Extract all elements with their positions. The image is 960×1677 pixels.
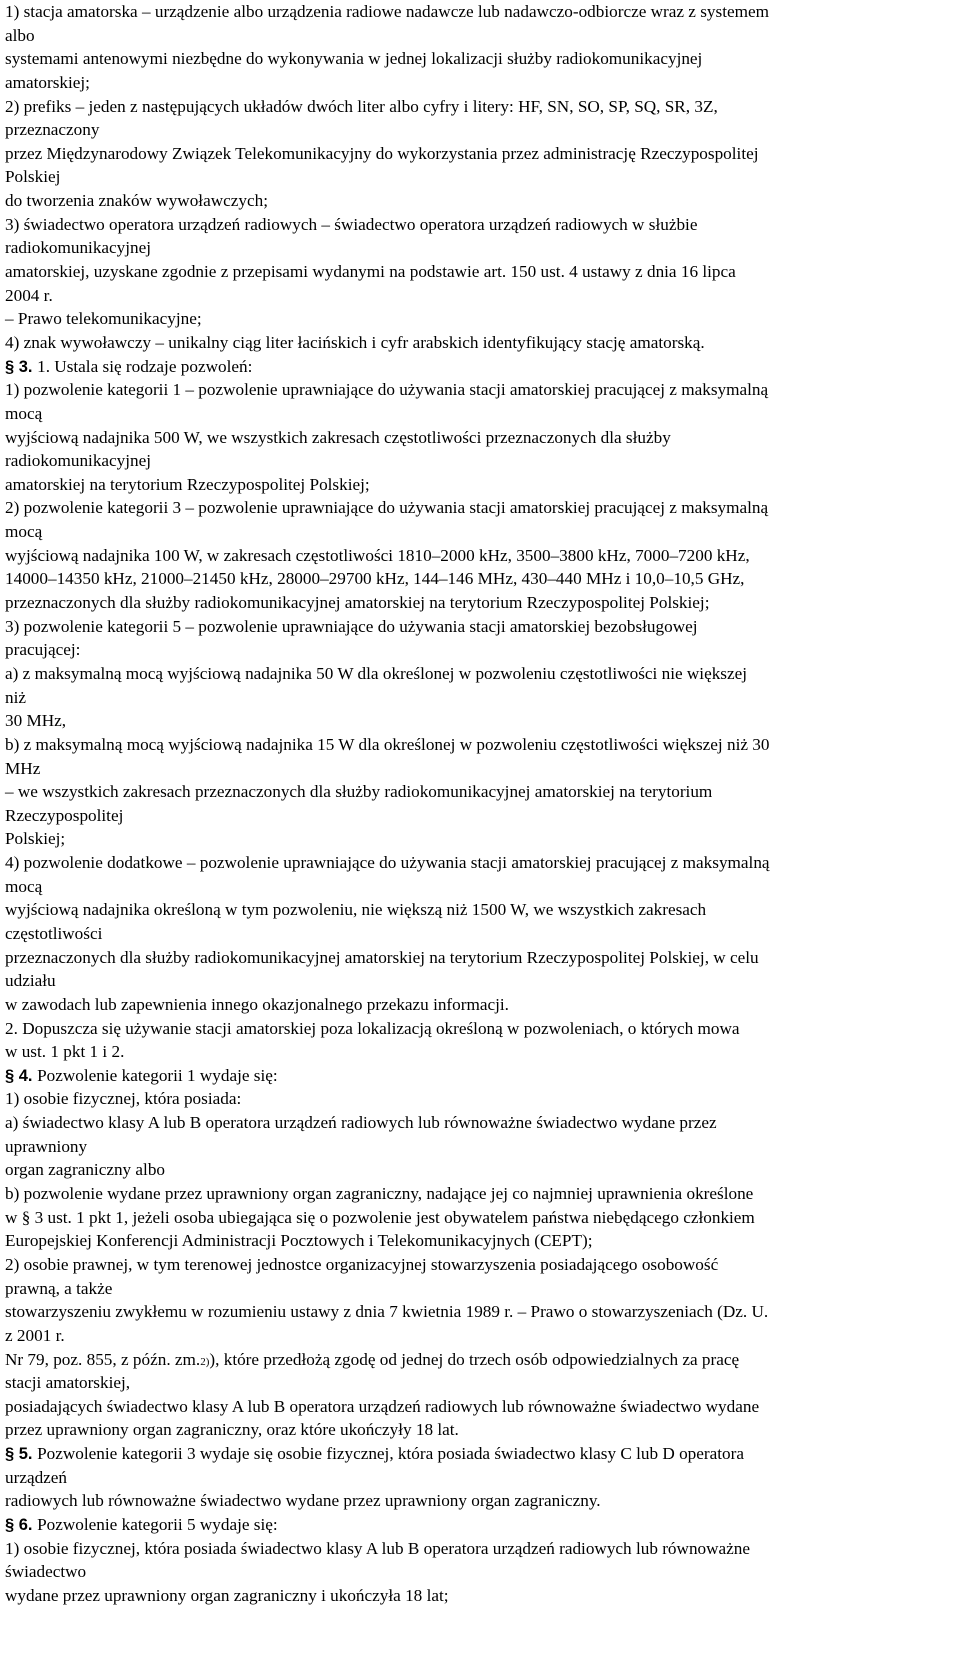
line-text: Polskiej xyxy=(5,167,61,187)
line-text: – we wszystkich zakresach przeznaczonych dla służby radiokomunikacyjnej amatorskiej na terytorium xyxy=(5,782,713,802)
line-text: przeznaczonych dla służby radiokomunikacyjnej amatorskiej na terytorium Rzeczypospolitej Polskiej; xyxy=(5,593,710,613)
text-line xyxy=(5,1466,960,1490)
line-text: stowarzyszeniu zwykłemu w rozumieniu ustawy z dnia 7 kwietnia 1989 r. – Prawo o stowarzyszeniach (Dz. U. xyxy=(5,1302,769,1322)
text-line xyxy=(5,1537,960,1561)
text-line xyxy=(5,1182,960,1206)
line-text: w zawodach lub zapewnienia innego okazjonalnego przekazu informacji. xyxy=(5,994,509,1014)
text-line xyxy=(5,1158,960,1182)
line-text: uprawniony xyxy=(5,1136,88,1156)
text-line xyxy=(5,236,960,260)
text-line xyxy=(5,662,960,686)
text-line xyxy=(5,686,960,710)
line-text: Rzeczypospolitej xyxy=(5,805,124,825)
text-line xyxy=(5,1300,960,1324)
text-line xyxy=(5,449,960,473)
line-text: udziału xyxy=(5,971,56,991)
line-text: MHz xyxy=(5,758,41,778)
line-text: w ust. 1 pkt 1 i 2. xyxy=(5,1042,125,1062)
line-text: w § 3 ust. 1 pkt 1, jeżeli osoba ubiegająca się o pozwolenie jest obywatelem państwa niebędącego członkiem xyxy=(5,1207,755,1227)
text-line xyxy=(5,1087,960,1111)
section-number: § 4. xyxy=(5,1066,38,1085)
line-text: posiadających świadectwo klasy A lub B operatora urządzeń radiowych lub równoważne świadectwo wydane xyxy=(5,1396,760,1416)
text-line xyxy=(5,1324,960,1348)
line-text: radiokomunikacyjnej xyxy=(5,451,152,471)
line-text: 30 MHz, xyxy=(5,711,67,731)
line-text: organ zagraniczny albo xyxy=(5,1160,166,1180)
line-text: wyjściową nadajnika określoną w tym pozwoleniu, nie większą niż 1500 W, we wszystkich zakresach xyxy=(5,900,707,920)
line-text: wydane przez uprawniony organ zagraniczny i ukończyła 18 lat; xyxy=(5,1585,449,1605)
line-text: przez uprawniony organ zagraniczny, oraz które ukończyły 18 lat. xyxy=(5,1420,459,1440)
text-line xyxy=(5,520,960,544)
line-text: wyjściową nadajnika 500 W, we wszystkich zakresach częstotliwości przeznaczonych dla służby xyxy=(5,427,671,447)
text-line xyxy=(5,875,960,899)
text-line xyxy=(5,946,960,970)
section-number: § 6. xyxy=(5,1516,38,1534)
line-text: świadectwo xyxy=(5,1562,87,1582)
section-number: § 3. xyxy=(5,357,38,376)
text-line xyxy=(5,993,960,1017)
line-text: przez Międzynarodowy Związek Telekomunikacyjny do wykorzystania przez administrację Rzeczypospolitej xyxy=(5,143,759,163)
text-line xyxy=(5,118,960,142)
text-line xyxy=(5,1489,960,1513)
text-line xyxy=(5,1229,960,1253)
text-line xyxy=(5,402,960,426)
line-text: mocą xyxy=(5,876,43,896)
text-line xyxy=(5,1040,960,1064)
line-text: stacji amatorskiej, xyxy=(5,1373,131,1393)
text-line xyxy=(5,1418,960,1442)
text-line xyxy=(5,1017,960,1041)
line-text: albo xyxy=(5,25,35,45)
line-text: a) świadectwo klasy A lub B operatora urządzeń radiowych lub równoważne świadectwo wydane przez xyxy=(5,1113,717,1133)
line-text: urządzeń xyxy=(5,1467,68,1487)
line-text: przeznaczonych dla służby radiokomunikacyjnej amatorskiej na terytorium Rzeczypospolitej Polskiej, w celu xyxy=(5,947,759,967)
text-line xyxy=(5,544,960,568)
line-text: 2) prefiks – jeden z następujących układów dwóch liter albo cyfry i litery: HF, SN, SO, SP, SQ, SR, 3Z, xyxy=(5,96,718,116)
line-text: 4) pozwolenie dodatkowe – pozwolenie uprawniające do używania stacji amatorskiej pracującej z maksymalną xyxy=(5,853,770,873)
line-text: amatorskiej, uzyskane zgodnie z przepisami wydanymi na podstawie art. 150 ust. 4 ustawy z dnia 16 lipca xyxy=(5,262,736,282)
line-text: częstotliwości xyxy=(5,923,103,943)
line-text: do tworzenia znaków wywoławczych; xyxy=(5,191,268,211)
text-line xyxy=(5,922,960,946)
line-text: 4) znak wywoławczy – unikalny ciąg liter łacińskich i cyfr arabskich identyfikujący stację amatorską. xyxy=(5,332,705,352)
text-line xyxy=(5,638,960,662)
line-text: Pozwolenie kategorii 3 wydaje się osobie fizycznej, która posiada świadectwo klasy C lub D operatora xyxy=(37,1444,744,1464)
text-line xyxy=(5,898,960,922)
section-number: § 5. xyxy=(5,1445,38,1464)
text-line xyxy=(5,615,960,639)
section-heading-line xyxy=(5,1442,960,1466)
footnote-marker: 2) xyxy=(200,1355,210,1368)
line-text: 2) pozwolenie kategorii 3 – pozwolenie uprawniające do używania stacji amatorskiej pracującej z maksymalną xyxy=(5,498,769,518)
line-text: radiokomunikacyjnej xyxy=(5,238,152,258)
line-text: 2) osobie prawnej, w tym terenowej jednostce organizacyjnej stowarzyszenia posiadającego osobowość xyxy=(5,1254,719,1274)
text-line xyxy=(5,378,960,402)
text-line xyxy=(5,1135,960,1159)
line-text: Polskiej; xyxy=(5,829,66,849)
text-line xyxy=(5,142,960,166)
line-text: 2. Dopuszcza się używanie stacji amatorskiej poza lokalizacją określoną w pozwoleniach, o których mowa xyxy=(5,1018,740,1038)
text-line xyxy=(5,496,960,520)
text-line xyxy=(5,1584,960,1608)
text-line xyxy=(5,24,960,48)
text-line xyxy=(5,95,960,119)
line-text: 1) osobie fizycznej, która posiada: xyxy=(5,1089,242,1109)
text-line xyxy=(5,1206,960,1230)
text-line xyxy=(5,851,960,875)
line-text: Europejskiej Konferencji Administracji Pocztowych i Telekomunikacyjnych (CEPT); xyxy=(5,1231,593,1251)
text-line xyxy=(5,733,960,757)
text-line xyxy=(5,1111,960,1135)
line-text: amatorskiej na terytorium Rzeczypospolitej Polskiej; xyxy=(5,474,370,494)
line-text: pracującej: xyxy=(5,640,81,660)
text-line xyxy=(5,47,960,71)
text-line xyxy=(5,804,960,828)
text-line xyxy=(5,473,960,497)
text-line xyxy=(5,1253,960,1277)
text-line xyxy=(5,1277,960,1301)
text-line xyxy=(5,757,960,781)
text-line xyxy=(5,591,960,615)
text-line xyxy=(5,1371,960,1395)
text-line xyxy=(5,307,960,331)
text-line xyxy=(5,567,960,591)
text-line xyxy=(5,827,960,851)
text-line xyxy=(5,165,960,189)
text-line xyxy=(5,969,960,993)
line-text: Nr 79, poz. 855, z późn. zm. xyxy=(5,1349,201,1369)
text-line xyxy=(5,780,960,804)
text-line xyxy=(5,0,960,24)
line-text: 1) pozwolenie kategorii 1 – pozwolenie uprawniające do używania stacji amatorskiej pracującej z maksymalną xyxy=(5,380,769,400)
section-heading-line xyxy=(5,1064,960,1088)
line-text: niż xyxy=(5,687,26,707)
text-line xyxy=(5,1395,960,1419)
text-line xyxy=(5,284,960,308)
line-text: wyjściową nadajnika 100 W, w zakresach częstotliwości 1810–2000 kHz, 3500–3800 kHz, 7000–7200 kHz, xyxy=(5,545,750,565)
section-heading-line xyxy=(5,355,960,379)
text-line xyxy=(5,260,960,284)
line-text: 2004 r. xyxy=(5,285,53,305)
text-line xyxy=(5,1348,960,1372)
line-text: Pozwolenie kategorii 1 wydaje się: xyxy=(37,1065,278,1085)
text-line xyxy=(5,426,960,450)
text-line xyxy=(5,189,960,213)
text-line xyxy=(5,331,960,355)
text-line xyxy=(5,213,960,237)
text-line xyxy=(5,1560,960,1584)
line-text: radiowych lub równoważne świadectwo wydane przez uprawniony organ zagraniczny. xyxy=(5,1491,601,1511)
line-text: mocą xyxy=(5,522,43,542)
line-text-tail: ), które przedłożą zgodę od jednej do trzech osób odpowiedzialnych za pracę xyxy=(209,1349,740,1369)
line-text: 3) pozwolenie kategorii 5 – pozwolenie uprawniające do używania stacji amatorskiej bezobsługowej xyxy=(5,616,698,636)
text-line xyxy=(5,709,960,733)
text-line xyxy=(5,71,960,95)
line-text: b) pozwolenie wydane przez uprawniony organ zagraniczny, nadające jej co najmniej uprawnienia określone xyxy=(5,1184,754,1204)
line-text: Pozwolenie kategorii 5 wydaje się: xyxy=(37,1515,278,1534)
line-text: 3) świadectwo operatora urządzeń radiowych – świadectwo operatora urządzeń radiowych w służbie xyxy=(5,214,698,234)
line-text: 1. Ustala się rodzaje pozwoleń: xyxy=(37,356,253,376)
line-text: prawną, a także xyxy=(5,1278,113,1298)
line-text: 14000–14350 kHz, 21000–21450 kHz, 28000–29700 kHz, 144–146 MHz, 430–440 MHz i 10,0–10,5 GHz, xyxy=(5,569,745,589)
line-text: 1) stacja amatorska – urządzenie albo urządzenia radiowe nadawcze lub nadawczo-odbiorcze wraz z systemem xyxy=(5,2,769,21)
line-text: systemami antenowymi niezbędne do wykonywania w jednej lokalizacji służby radiokomunikacyjnej xyxy=(5,49,703,69)
line-text: przeznaczony xyxy=(5,120,100,140)
line-text: mocą xyxy=(5,403,43,423)
line-text: amatorskiej; xyxy=(5,72,90,92)
section-heading-line xyxy=(5,1513,960,1537)
line-text: – Prawo telekomunikacyjne; xyxy=(5,309,202,329)
line-text: 1) osobie fizycznej, która posiada świadectwo klasy A lub B operatora urządzeń radiowych lub równoważne xyxy=(5,1538,751,1558)
line-text: z 2001 r. xyxy=(5,1325,65,1345)
line-text: b) z maksymalną mocą wyjściową nadajnika 15 W dla określonej w pozwoleniu częstotliwości większej niż 30 xyxy=(5,734,770,754)
line-text: a) z maksymalną mocą wyjściową nadajnika 50 W dla określonej w pozwoleniu częstotliwości nie większej xyxy=(5,663,748,683)
